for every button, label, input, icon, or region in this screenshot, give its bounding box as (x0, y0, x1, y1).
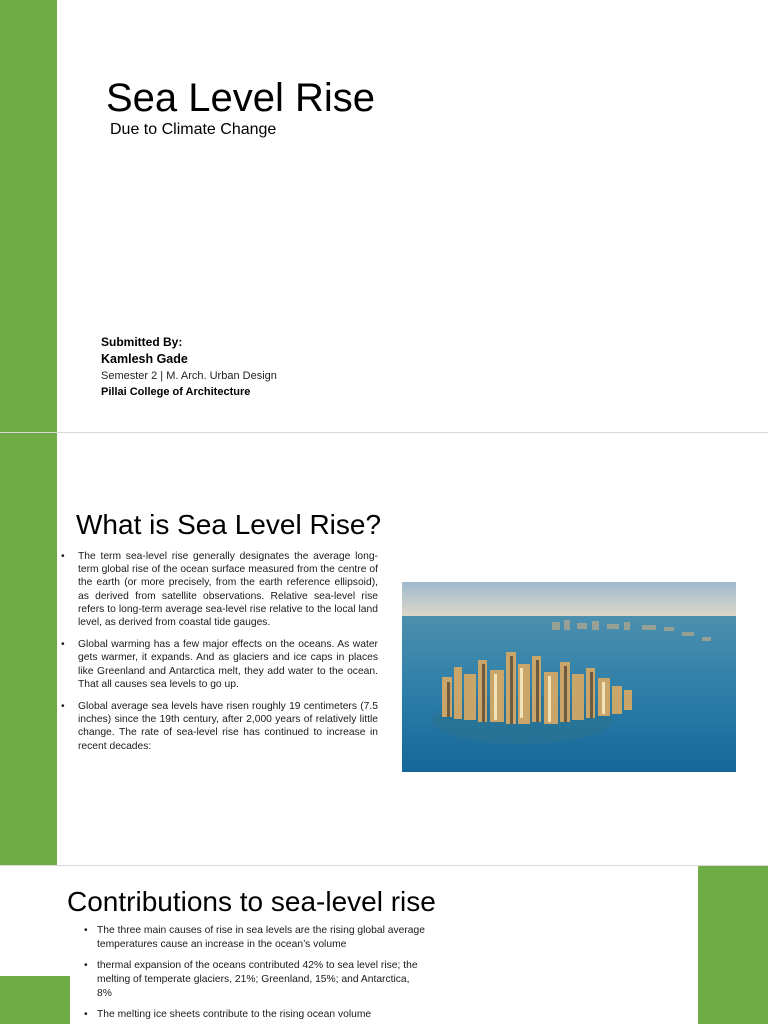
submission-info (101, 334, 277, 400)
bullet-item: • Global average sea levels have risen roughly 19 centimeters (7.5 inches) since the 19th century, after 2,000 years of relatively little change. The rate of sea-level rise has continued to increase in recent decades: (60, 700, 378, 753)
right-accent-bar (698, 866, 768, 1024)
bullet-item: • Global warming has a few major effects on the oceans. As water gets warmer, it expands. And as glaciers and ice caps in places like Greenland and Antarctica melt, they add water to the ocean. That all causes sea levels to go up. (60, 638, 378, 691)
left-accent-bar (0, 433, 57, 865)
bullet-item: • The three main causes of rise in sea levels are the rising global average temperatures cause an increase in the ocean’s volume (83, 924, 425, 952)
bottom-left-accent (0, 976, 70, 1024)
presentation-subtitle: Due to Climate Change (110, 121, 277, 138)
definition-slide (0, 433, 768, 865)
bullet-list (60, 550, 378, 762)
bullet-item: • thermal expansion of the oceans contributed 42% to sea level rise; the melting of temperate glaciers, 21%; Greenland, 15%; and Antarctica, 8% (83, 959, 425, 1001)
flooded-city-photo (402, 582, 736, 772)
left-accent-bar (0, 0, 57, 432)
semester-info: Semester 2 | M. Arch. Urban Design (101, 370, 277, 382)
college-name: Pillai College of Architecture (101, 386, 251, 398)
bullet-item: • The melting ice sheets contribute to the rising ocean volume (83, 1008, 425, 1022)
author-name: Kamlesh Gade (101, 352, 188, 366)
bullet-list (83, 924, 425, 1024)
submitted-by-label: Submitted By: (101, 335, 183, 349)
slide-title: What is Sea Level Rise? (76, 509, 382, 540)
presentation-title: Sea Level Rise (106, 76, 376, 120)
slide-title: Contributions to sea-level rise (67, 886, 436, 917)
title-slide (0, 0, 768, 432)
bullet-item: • The term sea-level rise generally designates the average long-term global rise of the ocean surface measured from the centre of the earth (or more precisely, from the earth reference ellipsoid), as derived from satellite observations. Relative sea-level rise refers to long-term average sea-level rise relative to the local land level, as derived from coastal tide gauges. (60, 550, 378, 629)
contributions-slide (0, 866, 768, 1024)
